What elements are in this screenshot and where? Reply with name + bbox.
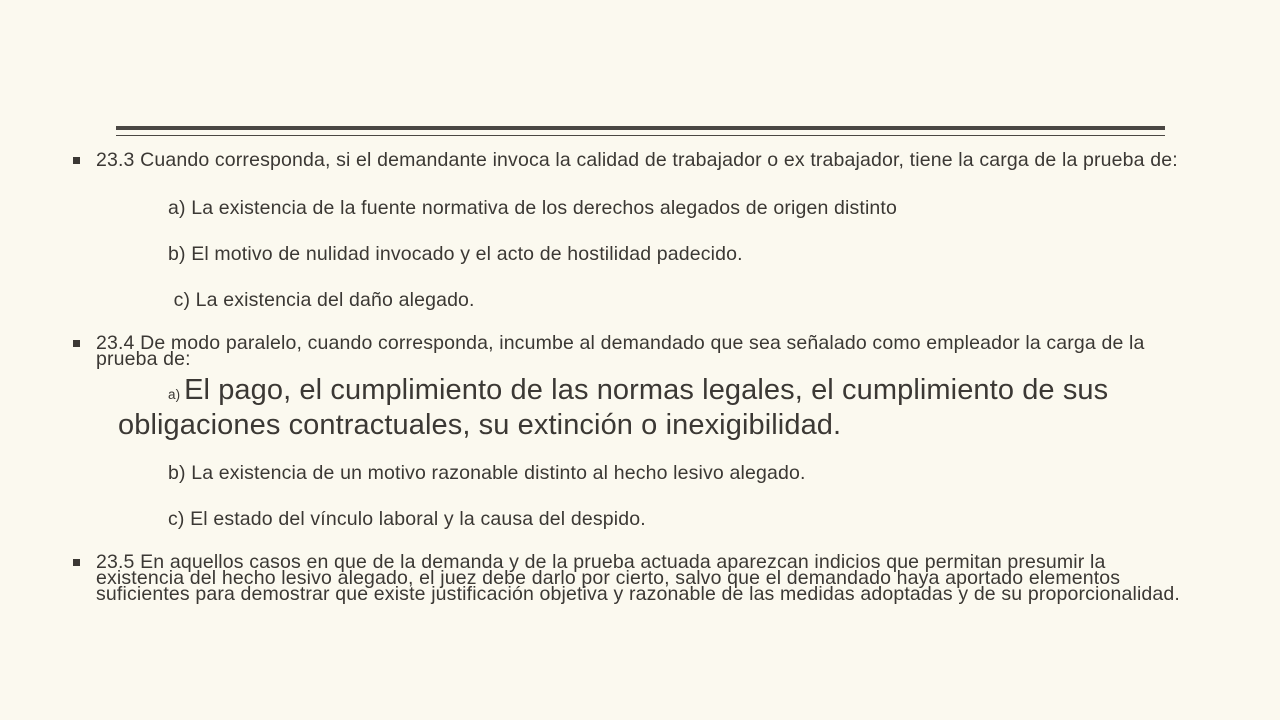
bullet-23-3	[70, 149, 1180, 171]
slide-body	[70, 149, 1180, 605]
list-item: c) El estado del vínculo laboral y la causa del despido.	[168, 508, 646, 530]
bullet-text: 23.3 Cuando corresponda, si el demandante invoca la calidad de trabajador o ex trabajador, tiene la carga de la prueba de:	[96, 149, 1178, 171]
bullet-text: 23.4 De modo paralelo, cuando corresponda, incumbe al demandado que sea señalado como empleador la carga de la prueba de:	[96, 332, 1145, 370]
bullet-23-4	[70, 332, 1180, 370]
bullet-square-icon	[73, 559, 80, 566]
list-item: b) El motivo de nulidad invocado y el acto de hostilidad padecido.	[168, 243, 743, 265]
header-rule-thin	[116, 135, 1165, 136]
header-rule-thick	[116, 126, 1165, 130]
bullet-square-icon	[73, 157, 80, 164]
list-item-prefix: a)	[168, 387, 185, 402]
bullet-square-icon	[73, 340, 80, 347]
list-item: c) La existencia del daño alegado.	[168, 289, 475, 311]
list-item-text: El pago, el cumplimiento de las normas legales, el cumplimiento de sus obligaciones contractuales, su extinción o inexigibilidad.	[118, 374, 1109, 441]
list-item-emphasized	[70, 375, 1180, 440]
bullet-23-5	[70, 551, 1180, 605]
list-item: a) La existencia de la fuente normativa de los derechos alegados de origen distinto	[168, 197, 897, 219]
list-item: b) La existencia de un motivo razonable distinto al hecho lesivo alegado.	[168, 462, 806, 484]
bullet-text: 23.5 En aquellos casos en que de la demanda y de la prueba actuada aparezcan indicios que permitan presumir la existencia del hecho lesivo alegado, el juez debe darlo por cierto, salvo que el demandado haya aportado elementos suficientes para demostrar que existe justificación objetiva y razonable de las medidas adoptadas y de su proporcionalidad.	[96, 551, 1180, 605]
